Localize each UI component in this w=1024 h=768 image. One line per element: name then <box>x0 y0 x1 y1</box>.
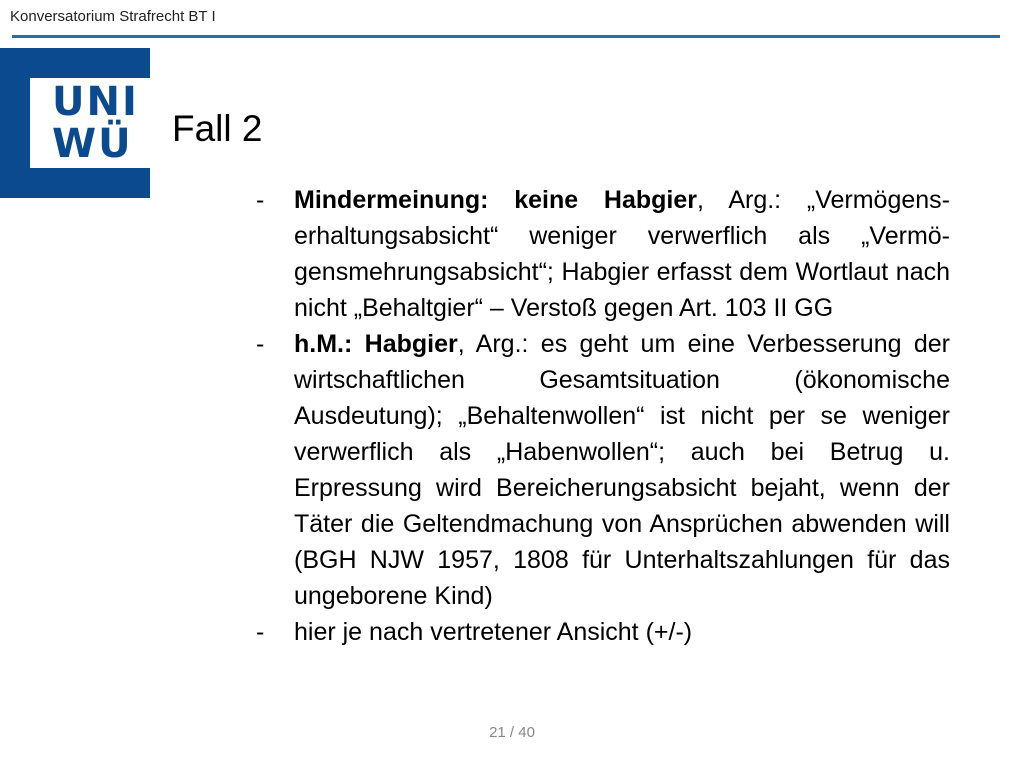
logo-line-1: UNI <box>52 79 139 125</box>
header-divider <box>12 35 1000 38</box>
course-title: Konversatorium Strafrecht BT I <box>10 8 216 25</box>
bullet-dash: - <box>256 186 265 214</box>
bullet-heading: Mindermeinung: keine Habgier <box>294 186 697 214</box>
bullet-heading: h.M.: Habgier <box>294 330 458 358</box>
bullet-dash: - <box>256 618 265 646</box>
bullet-dash: - <box>256 330 265 358</box>
page-number: 21 / 40 <box>489 724 535 741</box>
bullet-text: , Arg.: „Vermögens-erhaltungsabsicht“ weniger verwerflich als „Vermö-gensmehrungsabsicht“; Habgier erfasst dem Wortlaut nach nicht „Behaltgier“ – Verstoß gegen Art. 103 II GG <box>294 186 950 322</box>
logo-line-2: WÜ <box>52 121 133 167</box>
slide-title: Fall 2 <box>172 108 263 149</box>
logo-lettering <box>52 81 139 165</box>
bullet-list <box>256 182 950 650</box>
university-logo <box>0 48 150 198</box>
bullet-text: hier je nach vertretener Ansicht (+/-) <box>294 618 693 646</box>
bullet-text: , Arg.: es geht um eine Verbesserung der wirtschaftlichen Gesamtsituation (ökonomische Ausdeutung); „Behaltenwollen“ ist nicht per se weniger verwerflich als „Habenwollen“; auch bei Betrug u. Erpressung wird Bereicherungsabsicht bejaht, wenn der Täter die Geltendmachung von Ansprüchen abwenden will (BGH NJW 1957, 1808 für Unterhaltszahlungen für das ungeborene Kind) <box>294 330 950 610</box>
bullet-item-majority-opinion <box>256 326 950 614</box>
bullet-item-minority-opinion <box>256 182 950 326</box>
bullet-item-conclusion <box>256 614 950 650</box>
